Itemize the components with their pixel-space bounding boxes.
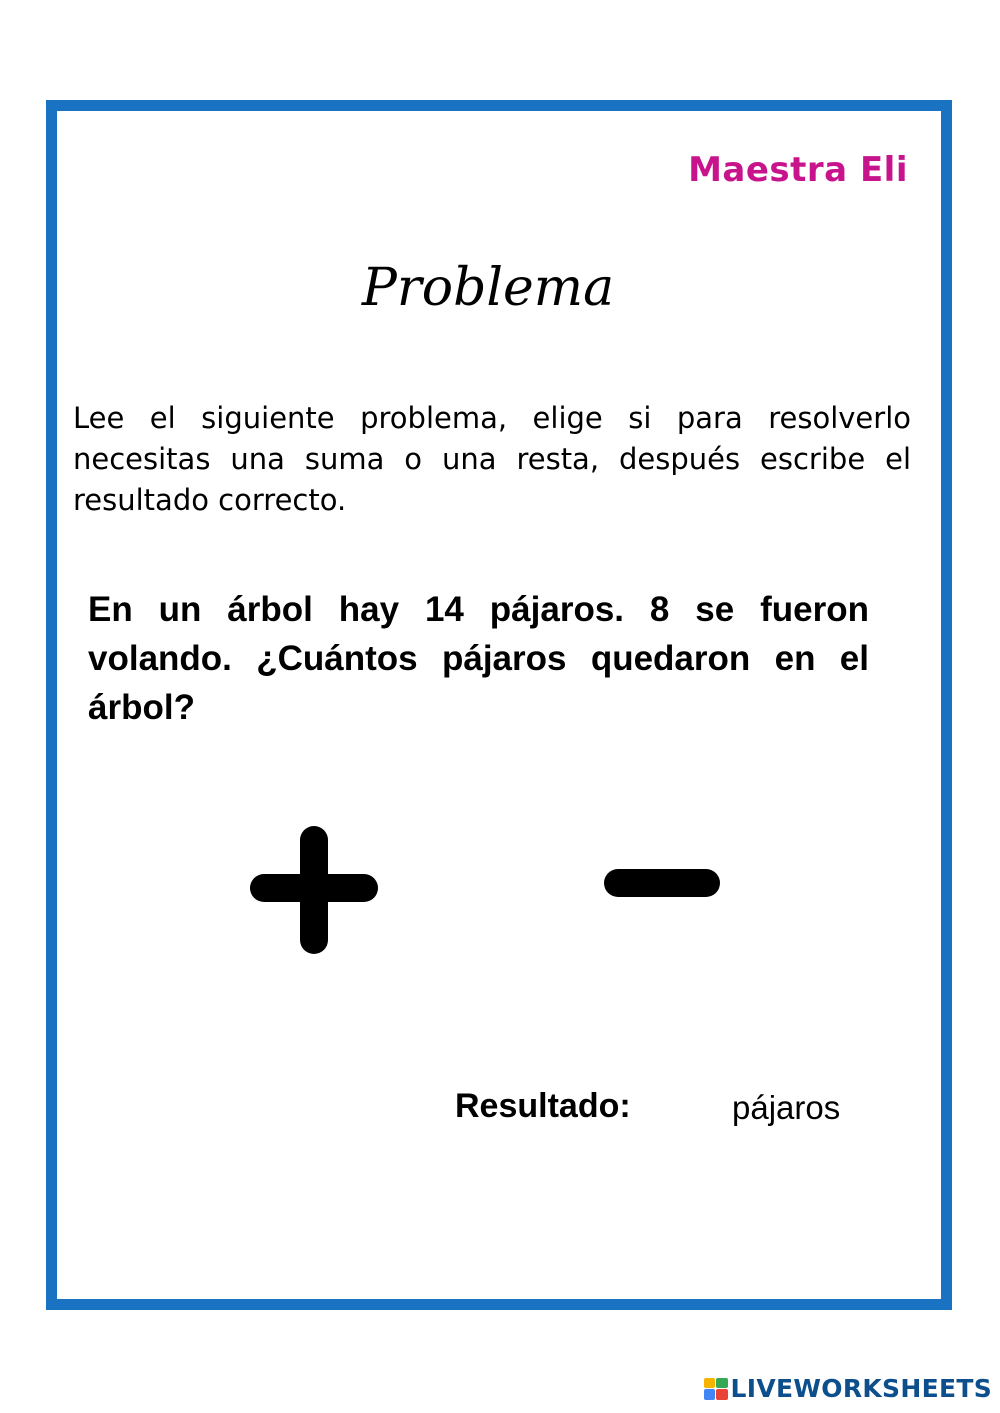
brand-text: LIVEWORKSHEETS — [730, 1374, 992, 1403]
page-title: Problema — [361, 258, 615, 318]
result-label: Resultado: — [455, 1087, 631, 1125]
minus-icon — [598, 860, 726, 906]
instructions-text: Lee el siguiente problema, elige si para resolverlo necesitas una suma o una resta, después escribe el resultado correcto. — [73, 401, 911, 517]
author-name: Maestra Eli — [688, 150, 908, 190]
plus-icon — [250, 826, 378, 954]
liveworksheets-logo-icon — [704, 1378, 728, 1400]
result-unit: pájaros — [732, 1089, 841, 1126]
minus-option-button[interactable] — [598, 860, 726, 906]
plus-option-button[interactable] — [250, 826, 378, 954]
problem-text: En un árbol hay 14 pájaros. 8 se fueron volando. ¿Cuántos pájaros quedaron en el árbol? — [88, 590, 869, 727]
result-input[interactable] — [640, 1088, 722, 1130]
liveworksheets-brand — [704, 1374, 992, 1403]
